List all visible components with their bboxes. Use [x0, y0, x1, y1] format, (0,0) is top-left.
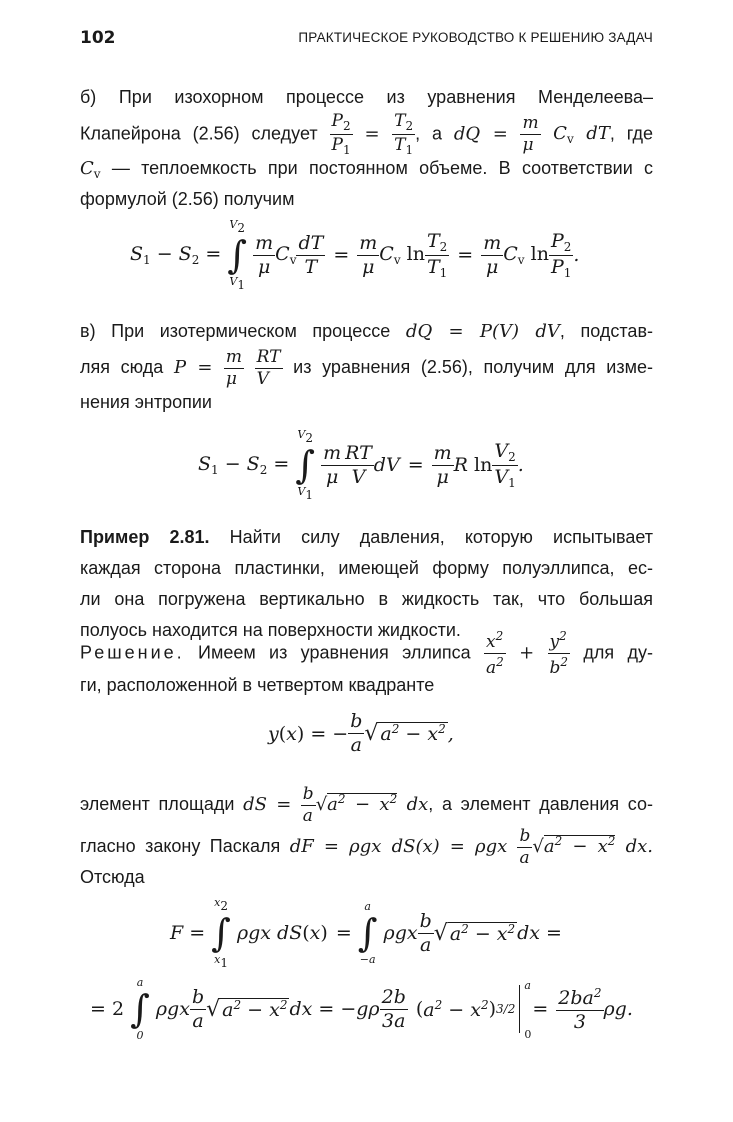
text-line [80, 347, 653, 387]
formula: $\frac{m}{\mu}$ [522, 113, 539, 155]
text-fragment: Найти силу давления, которую испытывает [229, 527, 653, 547]
formula: dQ = [453, 123, 521, 145]
text-line: ги, расположенной в четвертом квадранте [80, 675, 435, 695]
text-line: формулой (2.56) получим [80, 189, 295, 209]
formula: $\frac{m}{\mu}$ [225, 346, 243, 389]
example-label: Пример 2.81. [80, 527, 210, 547]
formula: $C_v$ [80, 158, 101, 181]
example-statement [80, 522, 653, 646]
display-equation: $S_1 - S_2$ = V2 ∫ V1 $\frac{m}{\mu}$ $\frac{RT}{V}$ dV = $\frac{m}{\mu}$ R ln $\frac{V_2}{V_1}$ . [198, 428, 524, 502]
formula: dS = [243, 794, 301, 815]
formula: $\frac{b}{a}$ [519, 825, 531, 868]
running-title: ПРАКТИЧЕСКОЕ РУКОВОДСТВО К РЕШЕНИЮ ЗАДАЧ [298, 30, 653, 45]
page-number: 102 [80, 28, 116, 48]
solution-text-2 [80, 778, 653, 893]
text-fragment: — теплоемкость при постоянном объеме. В соответствии с [100, 158, 653, 178]
formula: $\frac{P_2}{P_1}$ [331, 111, 351, 157]
solution-text [80, 630, 653, 701]
text-fragment: , подстав- [559, 321, 653, 341]
text-line: Отсюда [80, 867, 145, 887]
text-line: ли она погружена вертикально в жидкость так, что большая [80, 589, 653, 609]
text-line: гласно закону Паскаля dF = ρgx dS(x) = ρgx $\frac{b}{a}$ $√a^2 - x^2$ dx. [80, 825, 653, 868]
formula: $\frac{T_2}{T_1}$ [394, 111, 414, 157]
text-line: Клапейрона (2.56) следует $\frac{P_2}{P_1}$ = $\frac{T_2}{T_1}$ , а dQ = $\frac{m}{\mu}$ $C_v$ dT, где [80, 111, 653, 157]
text-fragment: для ду- [583, 642, 653, 663]
solution-label: Решение. [80, 642, 185, 663]
display-equation: $S_1 - S_2$ = V2 ∫ V1 $\frac{m}{\mu}$ $C_v$ $\frac{dT}{T}$ = $\frac{m}{\mu}$ $C_v$ ln $\frac{T_2}{T_1}$ = $\frac{m}{\mu}$ $C_v$ ln $\frac{P_2}{P_1}$ . [130, 218, 580, 292]
formula: dF = ρgx dS(x) = ρgx [289, 836, 518, 857]
text-line [80, 153, 653, 184]
text-fragment: , где [609, 123, 653, 144]
text-line [80, 522, 653, 553]
text-line: Решение. Имеем из уравнения эллипса $\frac{x^2}{a^2}$ + $\frac{y^2}{b^2}$ для ду- [80, 629, 653, 678]
text-line: элемент площади dS = $\frac{b}{a}$ $√a^2 - x^2$ dx, а элемент давления со- [80, 783, 653, 826]
text-fragment: Клапейрона (2.56) следует [80, 123, 318, 144]
paragraph-isothermal [80, 316, 653, 418]
text-fragment: элемент площади [80, 794, 235, 814]
display-equation: = 2 a ∫ 0 ρgx $\frac{b}{a}$ √ $a^2 - x^2$ dx = −gρ $\frac{2b}{3a}$ ( $a^2 - x^2$ ) 3/2 a 0 = $\frac{2ba^2}{3}$ ρg. [90, 976, 633, 1042]
text-fragment: , а [415, 123, 443, 144]
formula: $\frac{b}{a}$ [302, 783, 314, 826]
text-fragment: из уравнения (2.56), получим для изме- [293, 357, 653, 377]
display-equation: y ( x ) = − $\frac{b}{a}$ √ $a^2 - x^2$ , [268, 710, 454, 756]
display-equation: F = x2 ∫ x1 ρgx dS ( x ) = a ∫ −a ρgx $\frac{b}{a}$ √ $a^2 - x^2$ dx = [170, 896, 562, 970]
paragraph-isochoric [80, 82, 653, 215]
text-fragment: в) При изотермическом процессе [80, 321, 391, 341]
text-fragment: Имеем из уравнения эллипса [198, 642, 471, 663]
formula: dQ = P(V) dV [405, 321, 560, 342]
text-fragment: гласно закону Паскаля [80, 836, 281, 856]
formula: $\frac{x^2}{a^2}$ [486, 629, 504, 678]
formula: P = [173, 357, 224, 378]
text-fragment: ляя сюда [80, 357, 164, 377]
text-line: б) При изохорном процессе из уравнения Менделеева– [80, 87, 653, 107]
formula: $\frac{RT}{V}$ [256, 346, 281, 389]
formula: $\frac{y^2}{b^2}$ [549, 629, 569, 678]
text-line: полуось находится на поверхности жидкости. [80, 620, 461, 640]
text-line: каждая сторона пластинки, имеющей форму полуэллипса, ес- [80, 558, 653, 578]
text-line [80, 316, 653, 347]
text-line: нения энтропии [80, 392, 212, 412]
running-header [80, 28, 653, 52]
text-fragment: , а элемент давления со- [428, 794, 653, 814]
